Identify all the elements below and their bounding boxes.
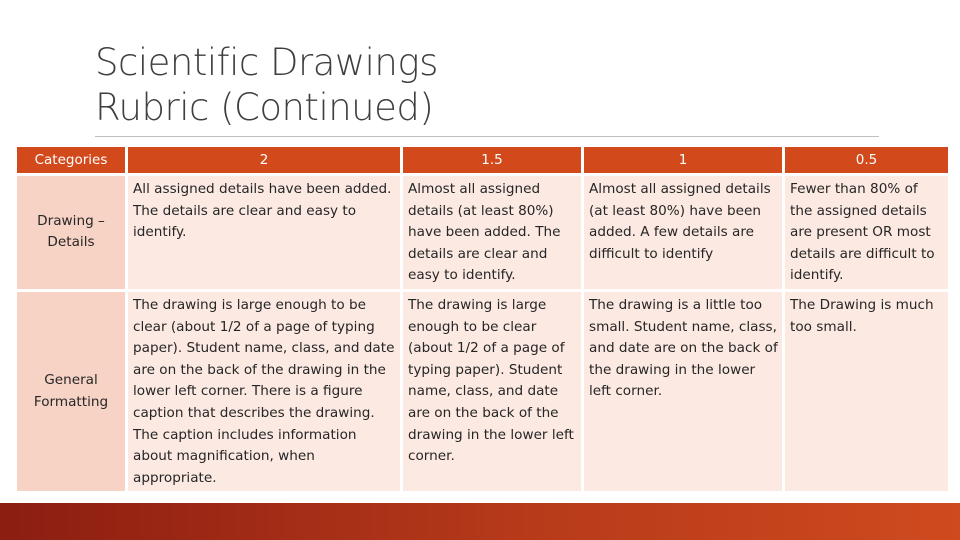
criteria-cell: Almost all assigned details (at least 80%) have been added. The details are clear and easy to identify.: [403, 176, 581, 289]
header-score-2: 2: [128, 147, 400, 173]
category-cell: General Formatting: [17, 292, 125, 491]
criteria-cell: The drawing is a little too small. Student name, class, and date are on the back of the drawing in the lower left corner.: [584, 292, 782, 491]
table-row: [17, 176, 948, 289]
header-categories: Categories: [17, 147, 125, 173]
category-cell: Drawing – Details: [17, 176, 125, 289]
criteria-cell: The Drawing is much too small.: [785, 292, 948, 491]
slide-title-line-2: Rubric (Continued): [95, 86, 434, 129]
criteria-cell: The drawing is large enough to be clear (about 1/2 of a page of typing paper). Student name, class, and date are on the back of the drawing in the lower left corner. There is a figure caption that describes the drawing. The caption includes information about magnification, when appropriate.: [128, 292, 400, 491]
criteria-cell: The drawing is large enough to be clear (about 1/2 of a page of typing paper). Student name, class, and date are on the back of the drawing in the lower left corner.: [403, 292, 581, 491]
table-row: [17, 292, 948, 491]
header-score-1-5: 1.5: [403, 147, 581, 173]
criteria-cell: All assigned details have been added. The details are clear and easy to identify.: [128, 176, 400, 289]
criteria-cell: Fewer than 80% of the assigned details are present OR most details are difficult to identify.: [785, 176, 948, 289]
rubric-table: [14, 144, 951, 494]
table-header-row: [17, 147, 948, 173]
header-score-0-5: 0.5: [785, 147, 948, 173]
slide-title-line-1: Scientific Drawings: [95, 41, 438, 84]
bottom-accent-bar: [0, 503, 960, 540]
slide-title: [95, 40, 795, 130]
header-score-1: 1: [584, 147, 782, 173]
criteria-cell: Almost all assigned details (at least 80%) have been added. A few details are difficult to identify: [584, 176, 782, 289]
title-divider: [95, 136, 879, 137]
